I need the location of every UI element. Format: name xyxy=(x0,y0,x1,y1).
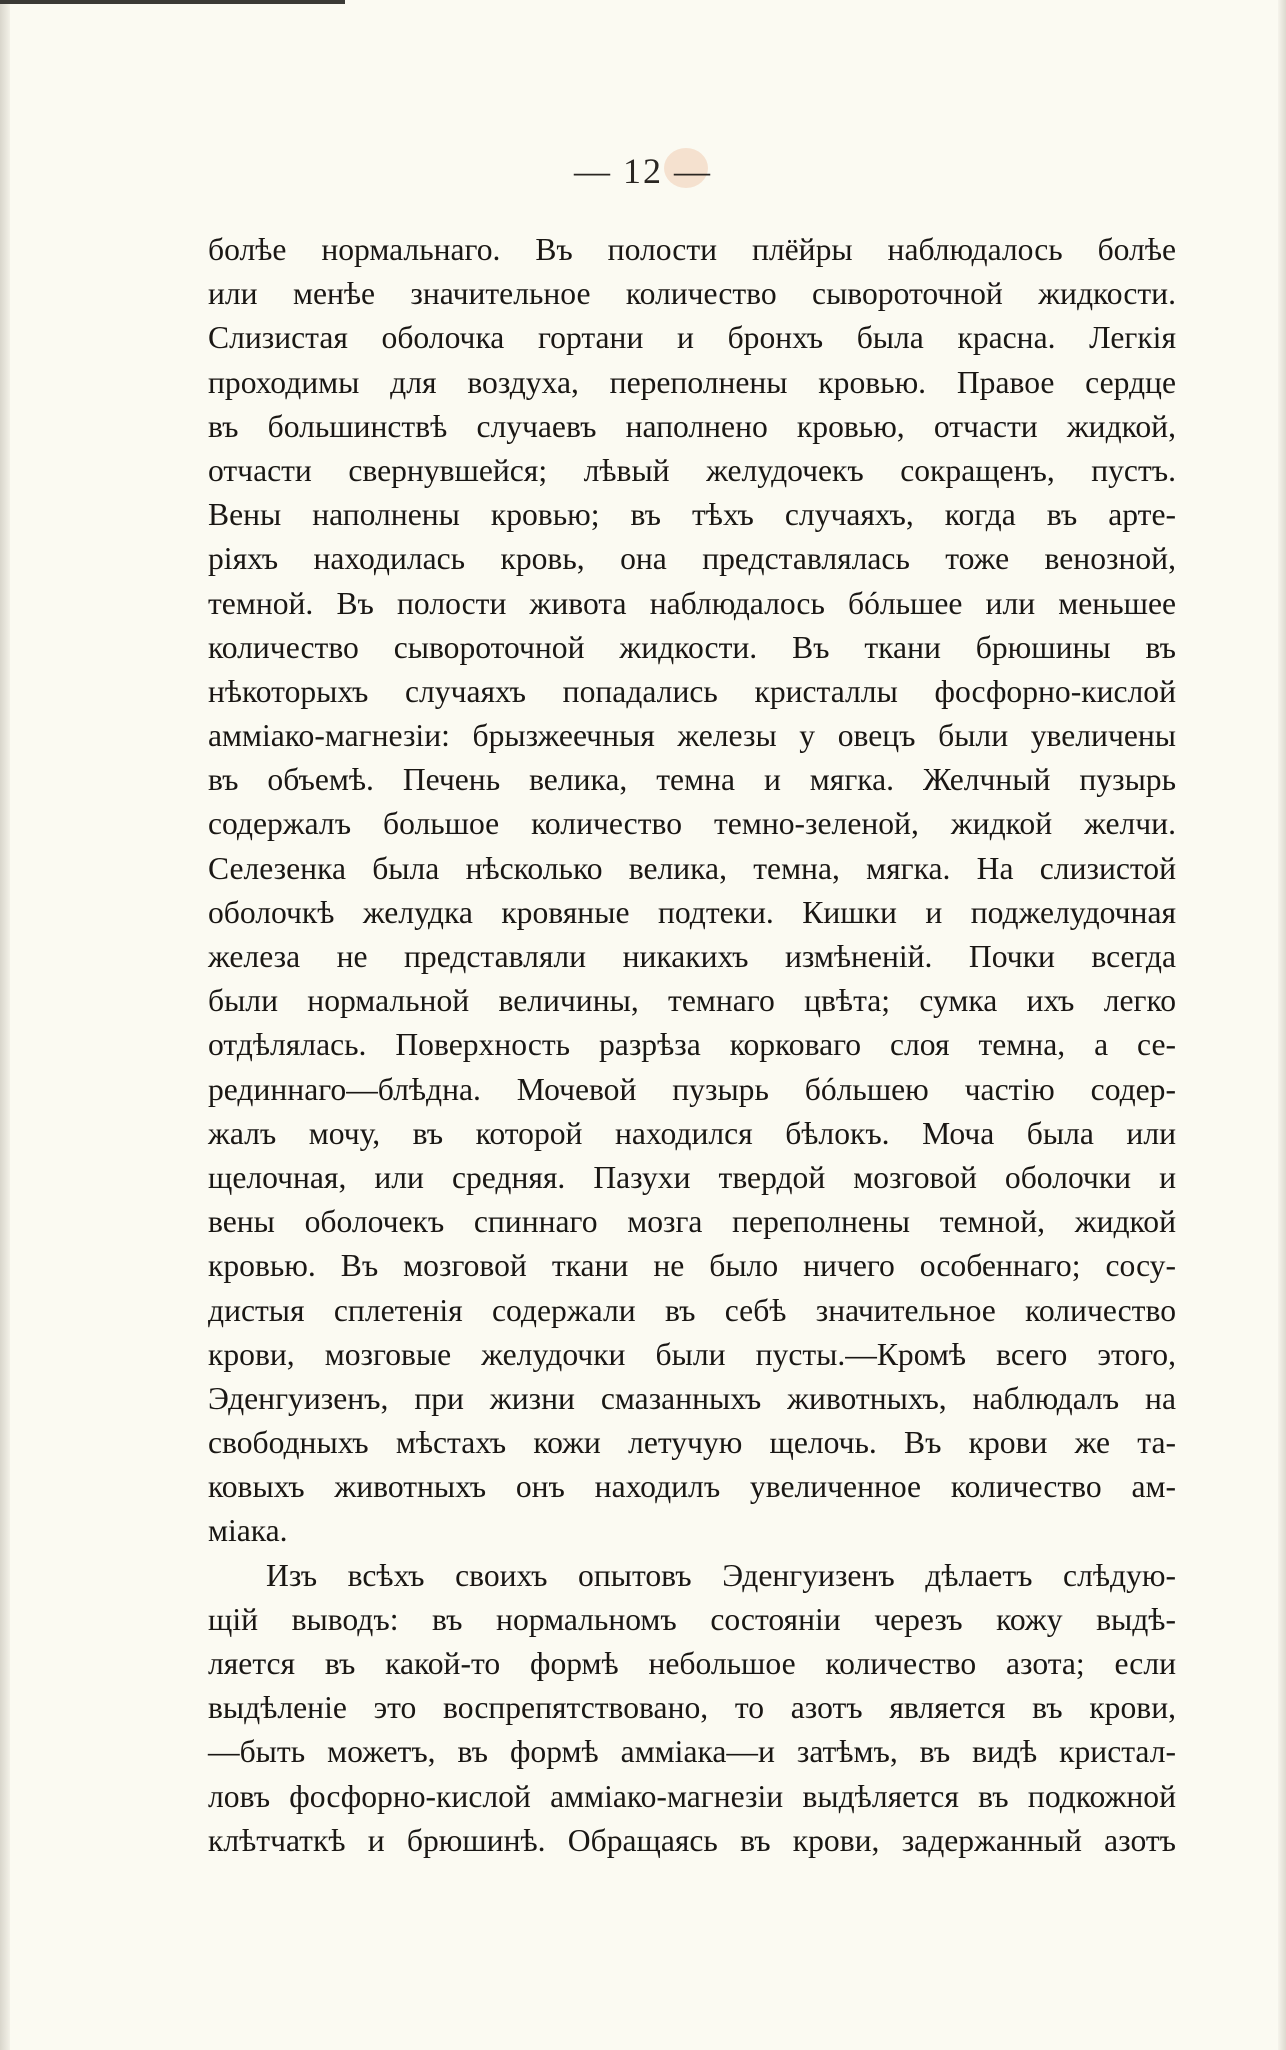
text-line: отчасти свернувшейся; лѣвый желудочекъ сокращенъ, пустъ. xyxy=(208,452,1176,488)
text-line: —быть можетъ, въ формѣ амміака—и затѣмъ, въ видѣ кристал- xyxy=(208,1734,1176,1770)
text-line: содержалъ большое количество темно-зеленой, жидкой желчи. xyxy=(208,806,1176,842)
text-line: темной. Въ полости живота наблюдалось бóльшее или меньшее xyxy=(208,585,1176,621)
text-line: проходимы для воздуха, переполнены кровью. Правое сердце xyxy=(208,364,1176,400)
text-line: крови, мозговые желудочки были пусты.—Кромѣ всего этого, xyxy=(208,1336,1176,1372)
text-line: ляется въ какой-то формѣ небольшое количество азота; если xyxy=(208,1646,1176,1681)
text-line: щій выводъ: въ нормальномъ состояніи черезъ кожу выдѣ- xyxy=(208,1601,1176,1637)
text-line: ковыхъ животныхъ онъ находилъ увеличенное количество ам- xyxy=(208,1469,1176,1505)
text-line: Изъ всѣхъ своихъ опытовъ Эденгуизенъ дѣлаетъ слѣдую- xyxy=(266,1557,1176,1593)
text-line: оболочкѣ желудка кровяные подтеки. Кишки и поджелудочная xyxy=(208,894,1176,930)
text-line: въ объемѣ. Печень велика, темна и мягка. Желчный пузырь xyxy=(208,762,1176,798)
page-number: — 12 — xyxy=(574,151,712,191)
text-line: нѣкоторыхъ случаяхъ попадались кристаллы фосфорно-кислой xyxy=(208,673,1176,709)
text-line: вены оболочекъ спиннаго мозга переполнены темной, жидкой xyxy=(208,1204,1176,1240)
text-line: рединнаго—блѣдна. Мочевой пузырь бóльшею частію содер- xyxy=(208,1071,1176,1107)
page-left-edge xyxy=(0,0,10,2050)
text-line: жалъ мочу, въ которой находился бѣлокъ. Моча была или xyxy=(208,1115,1176,1151)
text-line: дистыя сплетенія содержали въ себѣ значительное количество xyxy=(208,1292,1176,1328)
text-line: отдѣлялась. Поверхность разрѣза корковаго слоя темна, а се- xyxy=(208,1027,1176,1063)
text-line: Эденгуизенъ, при жизни смазанныхъ животныхъ, наблюдалъ на xyxy=(208,1380,1176,1416)
text-line: Селезенка была нѣсколько велика, темна, мягка. На слизистой xyxy=(208,850,1176,886)
text-line: щелочная, или средняя. Пазухи твердой мозговой оболочки и xyxy=(208,1159,1176,1195)
text-line: міака. xyxy=(208,1513,288,1549)
top-rule xyxy=(0,0,345,4)
text-line: клѣтчаткѣ и брюшинѣ. Обращаясь въ крови, задержанный азотъ xyxy=(208,1822,1176,1858)
text-line: въ большинствѣ случаевъ наполнено кровью, отчасти жидкой, xyxy=(208,408,1176,444)
text-line: количество сывороточной жидкости. Въ ткани брюшины въ xyxy=(208,629,1176,665)
page-right-edge xyxy=(1278,0,1286,2050)
text-line: ріяхъ находилась кровь, она представлялась тоже венозной, xyxy=(208,541,1176,577)
text-line: свободныхъ мѣстахъ кожи летучую щелочь. Въ крови же та- xyxy=(208,1425,1176,1461)
text-line: Слизистая оболочка гортани и бронхъ была красна. Легкія xyxy=(208,320,1176,356)
body-text xyxy=(208,228,1176,1863)
text-line: были нормальной величины, темнаго цвѣта; сумка ихъ легко xyxy=(208,983,1176,1019)
text-line: выдѣленіе это воспрепятствовано, то азотъ является въ крови, xyxy=(208,1690,1176,1726)
text-line: кровью. Въ мозговой ткани не было ничего особеннаго; сосу- xyxy=(208,1248,1176,1284)
text-line: или менѣе значительное количество сывороточной жидкости. xyxy=(208,276,1176,312)
text-line: Вены наполнены кровью; въ тѣхъ случаяхъ, когда въ арте- xyxy=(208,497,1176,533)
text-line: железа не представляли никакихъ измѣненій. Почки всегда xyxy=(208,939,1176,974)
text-line: амміако-магнезіи: брызжеечныя железы у овецъ были увеличены xyxy=(208,718,1176,754)
text-line: ловъ фосфорно-кислой амміако-магнезіи выдѣляется въ подкожной xyxy=(208,1778,1176,1814)
text-line: болѣе нормальнаго. Въ полости плёйры наблюдалось болѣе xyxy=(208,232,1176,267)
